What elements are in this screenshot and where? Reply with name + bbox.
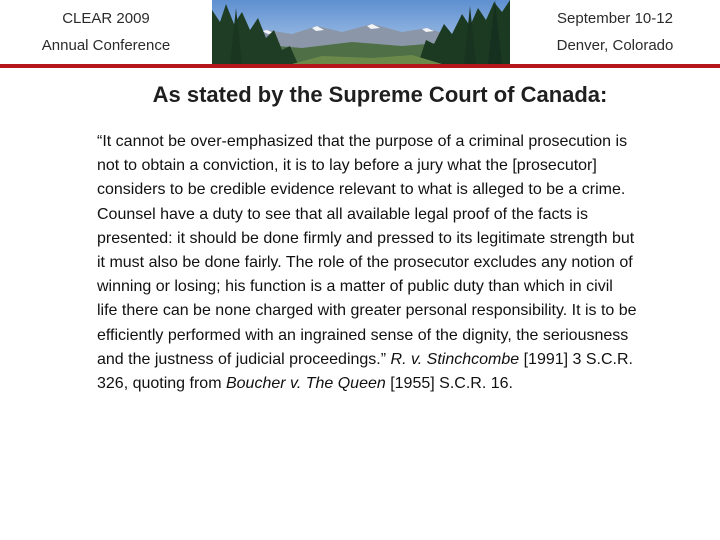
citation-boucher: [1955] S.C.R. 16. [385,375,513,393]
mountain-banner-image [212,0,510,64]
quote-text: “It cannot be over-emphasized that the purpose of a criminal prosecution is not to obtain a conviction, it is to lay before a jury what the [prosecutor] considers to be credible evidence relevant to what is alleged to be a crime. Counsel have a duty to see that all available legal proof of the facts is presented: it should be done firmly and pressed to its legitimate strength but it must also be done fairly. The role of the prosecutor excludes any notion of winning or losing; his function is a matter of public duty than which in civil life there can be none charged with greater personal responsibility. It is to be efficiently performed with an ingrained sense of the dignity, the seriousness and the justness of judicial proceedings.” [97,133,637,368]
case-name-stinchcombe: R. v. Stinchcombe [390,350,520,368]
case-name-boucher: Boucher v. The Queen [225,375,386,393]
citation-stinchcombe: [1991] 3 S.C.R. 326, quoting from [97,350,633,393]
conference-name: CLEAR 2009 [62,10,150,27]
conference-name-block [0,0,212,64]
conference-type: Annual Conference [41,37,171,54]
event-dates: September 10-12 [557,10,673,27]
slide-title: As stated by the Supreme Court of Canada: [152,82,608,107]
event-info-block [510,0,720,64]
header-divider [0,64,720,68]
event-location: Denver, Colorado [556,37,674,54]
quote-paragraph [97,130,637,396]
